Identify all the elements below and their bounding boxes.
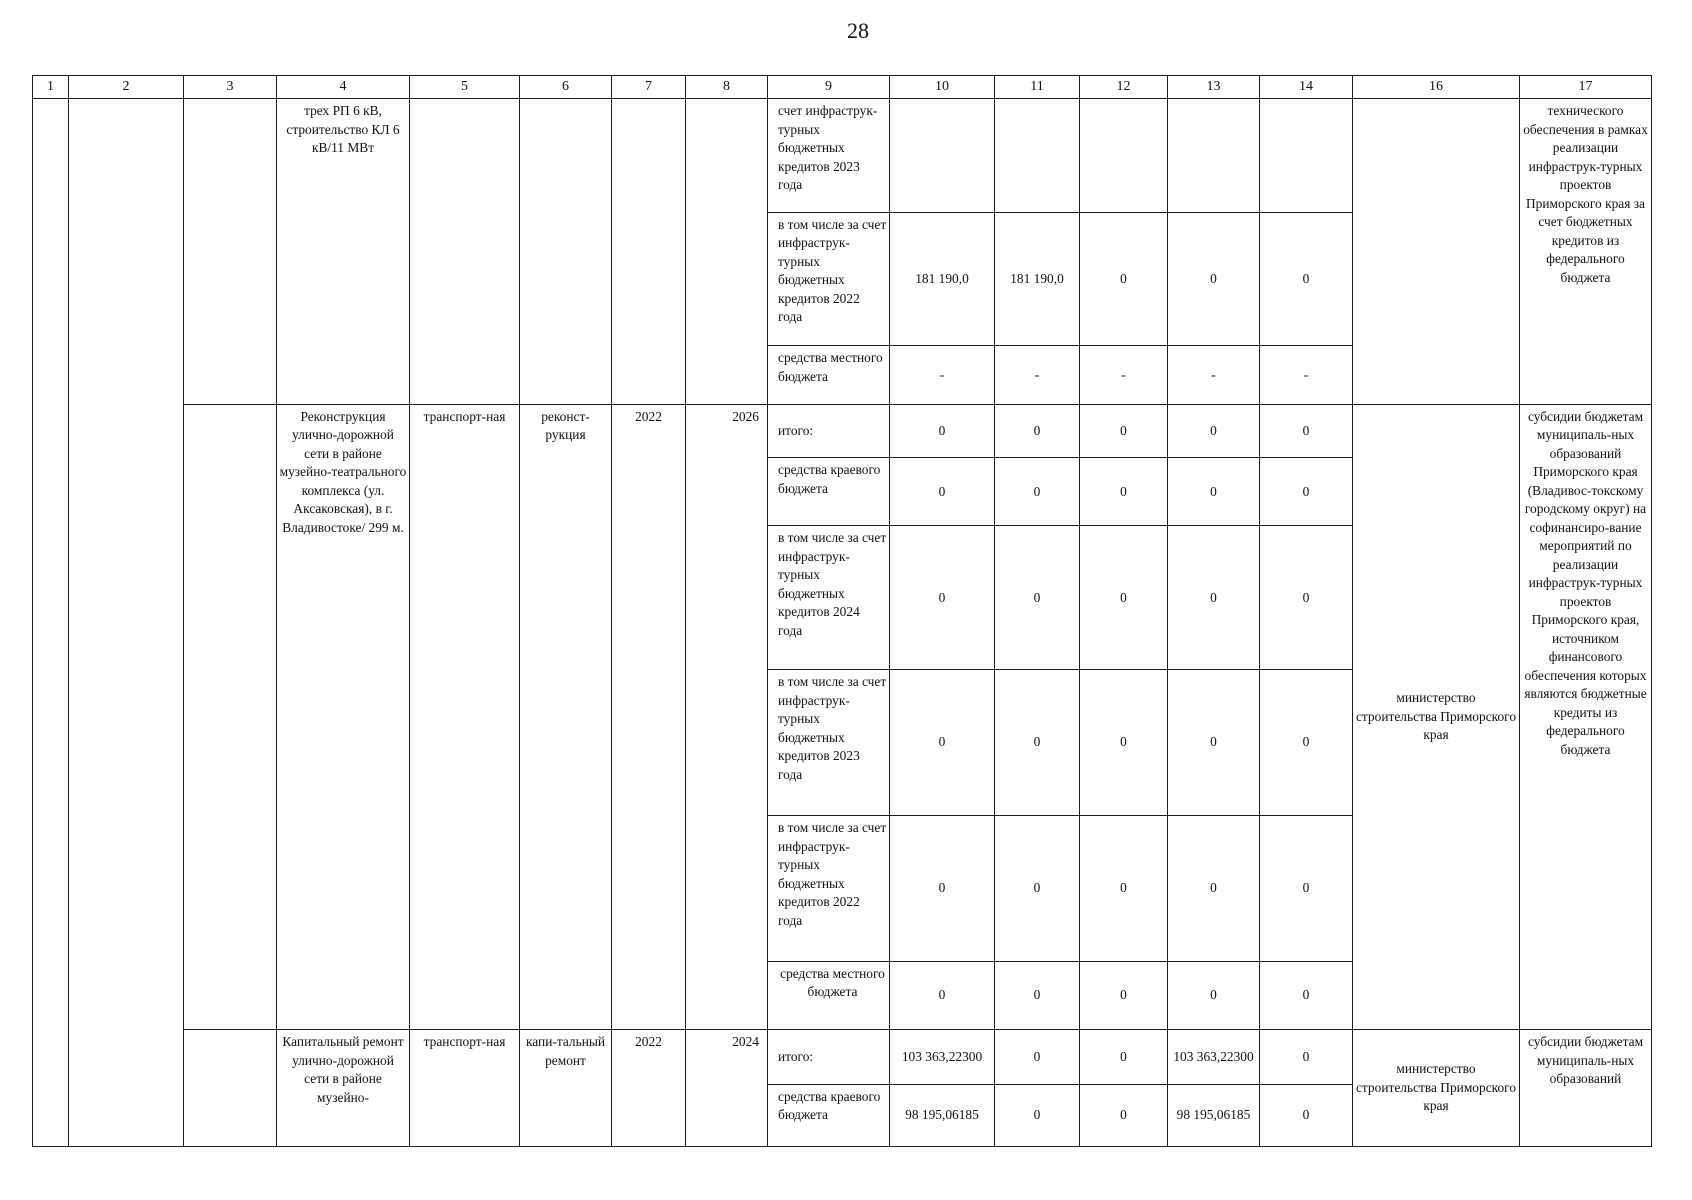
value-cell: 0 xyxy=(995,404,1080,457)
cell-col1 xyxy=(33,99,69,1147)
funding-source: средства местного бюджета xyxy=(768,346,890,404)
table-row xyxy=(33,1030,1652,1084)
value-cell xyxy=(1168,99,1260,213)
value-cell: 0 xyxy=(995,1030,1080,1084)
table-row xyxy=(33,404,1652,457)
value-cell: 0 xyxy=(995,961,1080,1029)
value-cell: 98 195,06185 xyxy=(890,1084,995,1146)
value-cell: 0 xyxy=(1260,670,1353,816)
start-year: 2022 xyxy=(612,1030,686,1147)
value-cell: 0 xyxy=(1260,1084,1353,1146)
value-cell: 0 xyxy=(890,670,995,816)
value-cell: 0 xyxy=(995,1084,1080,1146)
object-name: Реконструкция улично-дорожной сети в районе музейно-театрального комплекса (ул. Аксаковская), в г. Владивостоке/ 299 м. xyxy=(277,404,410,1029)
value-cell: 181 190,0 xyxy=(995,212,1080,346)
column-number: 14 xyxy=(1260,76,1353,99)
column-number: 11 xyxy=(995,76,1080,99)
funding-source: средства краевого бюджета xyxy=(768,458,890,526)
value-cell: 0 xyxy=(1168,670,1260,816)
value-cell: 0 xyxy=(1080,1084,1168,1146)
value-cell: 0 xyxy=(1168,526,1260,670)
value-cell: 0 xyxy=(995,670,1080,816)
value-cell: 103 363,22300 xyxy=(1168,1030,1260,1084)
executor: министерство строительства Приморского края xyxy=(1353,1030,1520,1147)
purpose: технического обеспечения в рамках реализации инфраструк-турных проектов Приморского края за счет бюджетных кредитов из федерального бюджета xyxy=(1520,99,1652,405)
financing-table xyxy=(32,75,1652,1147)
page-number: 28 xyxy=(847,18,869,43)
value-cell: 0 xyxy=(995,526,1080,670)
value-cell: - xyxy=(995,346,1080,404)
value-cell: 0 xyxy=(1168,404,1260,457)
funding-source: в том числе за счет инфраструк-турных бюджетных кредитов 2024 года xyxy=(768,526,890,670)
value-cell: 0 xyxy=(1260,961,1353,1029)
purpose: субсидии бюджетам муниципаль-ных образований xyxy=(1520,1030,1652,1147)
cell-start xyxy=(612,99,686,405)
cell-work xyxy=(520,99,612,405)
value-cell: 98 195,06185 xyxy=(1168,1084,1260,1146)
column-number: 10 xyxy=(890,76,995,99)
funding-source: в том числе за счет инфраструк-турных бюджетных кредитов 2023 года xyxy=(768,670,890,816)
value-cell: 0 xyxy=(995,816,1080,962)
value-cell: 0 xyxy=(1080,458,1168,526)
object-name: трех РП 6 кВ, строительство КЛ 6 кВ/11 МВт xyxy=(277,99,410,405)
cell-col3 xyxy=(184,1030,277,1147)
value-cell: 0 xyxy=(1168,212,1260,346)
column-number: 2 xyxy=(69,76,184,99)
column-number: 9 xyxy=(768,76,890,99)
column-number: 5 xyxy=(410,76,520,99)
cell-col2 xyxy=(69,99,184,1147)
value-cell: 0 xyxy=(1260,458,1353,526)
value-cell: 0 xyxy=(1260,212,1353,346)
column-number: 7 xyxy=(612,76,686,99)
funding-source: в том числе за счет инфраструк-турных бюджетных кредитов 2022 года xyxy=(768,816,890,962)
value-cell: 0 xyxy=(1080,212,1168,346)
column-number: 13 xyxy=(1168,76,1260,99)
column-number-row xyxy=(33,76,1652,99)
cell-col3 xyxy=(184,404,277,1029)
value-cell: 0 xyxy=(1080,1030,1168,1084)
funding-source: средства краевого бюджета xyxy=(768,1084,890,1146)
construction-type: транспорт-ная xyxy=(410,1030,520,1147)
column-number: 8 xyxy=(686,76,768,99)
value-cell: 0 xyxy=(1260,526,1353,670)
value-cell: 0 xyxy=(1168,961,1260,1029)
executor xyxy=(1353,99,1520,405)
value-cell xyxy=(1260,99,1353,213)
column-number: 17 xyxy=(1520,76,1652,99)
value-cell: 0 xyxy=(890,526,995,670)
executor: министерство строительства Приморского края xyxy=(1353,404,1520,1029)
value-cell: 0 xyxy=(1080,404,1168,457)
purpose: субсидии бюджетам муниципаль-ных образований Приморского края (Владивос-токскому городскому округ) на софинансиро-вание мероприятий по реализации инфраструк-турных проектов Приморского края, источником финансового обеспечения которых являются бюджетные кредиты из федерального бюджета xyxy=(1520,404,1652,1029)
construction-type: транспорт-ная xyxy=(410,404,520,1029)
value-cell: - xyxy=(1260,346,1353,404)
value-cell: 0 xyxy=(1260,1030,1353,1084)
funding-source: итого: xyxy=(768,1030,890,1084)
funding-source: итого: xyxy=(768,404,890,457)
object-name: Капитальный ремонт улично-дорожной сети в районе музейно- xyxy=(277,1030,410,1147)
cell-col3 xyxy=(184,99,277,405)
work-type: реконст-рукция xyxy=(520,404,612,1029)
value-cell: 0 xyxy=(995,458,1080,526)
column-number: 12 xyxy=(1080,76,1168,99)
table-row xyxy=(33,99,1652,213)
funding-source: счет инфраструк-турных бюджетных кредитов 2023 года xyxy=(768,99,890,213)
value-cell: 103 363,22300 xyxy=(890,1030,995,1084)
cell-type xyxy=(410,99,520,405)
column-number: 3 xyxy=(184,76,277,99)
value-cell: 0 xyxy=(1080,961,1168,1029)
funding-source: средства местного бюджета xyxy=(768,961,890,1029)
value-cell: - xyxy=(1168,346,1260,404)
value-cell: 0 xyxy=(1168,458,1260,526)
value-cell: 181 190,0 xyxy=(890,212,995,346)
value-cell xyxy=(995,99,1080,213)
value-cell xyxy=(890,99,995,213)
work-type: капи-тальный ремонт xyxy=(520,1030,612,1147)
funding-source: в том числе за счет инфраструк-турных бюджетных кредитов 2022 года xyxy=(768,212,890,346)
value-cell xyxy=(1080,99,1168,213)
cell-end xyxy=(686,99,768,405)
end-year: 2026 xyxy=(686,404,768,1029)
value-cell: 0 xyxy=(1080,526,1168,670)
value-cell: - xyxy=(890,346,995,404)
value-cell: 0 xyxy=(1080,816,1168,962)
value-cell: 0 xyxy=(1260,404,1353,457)
column-number: 6 xyxy=(520,76,612,99)
value-cell: 0 xyxy=(890,961,995,1029)
value-cell: 0 xyxy=(890,458,995,526)
value-cell: - xyxy=(1080,346,1168,404)
value-cell: 0 xyxy=(1168,816,1260,962)
column-number: 4 xyxy=(277,76,410,99)
value-cell: 0 xyxy=(890,816,995,962)
column-number: 1 xyxy=(33,76,69,99)
end-year: 2024 xyxy=(686,1030,768,1147)
start-year: 2022 xyxy=(612,404,686,1029)
column-number: 16 xyxy=(1353,76,1520,99)
value-cell: 0 xyxy=(890,404,995,457)
value-cell: 0 xyxy=(1080,670,1168,816)
value-cell: 0 xyxy=(1260,816,1353,962)
